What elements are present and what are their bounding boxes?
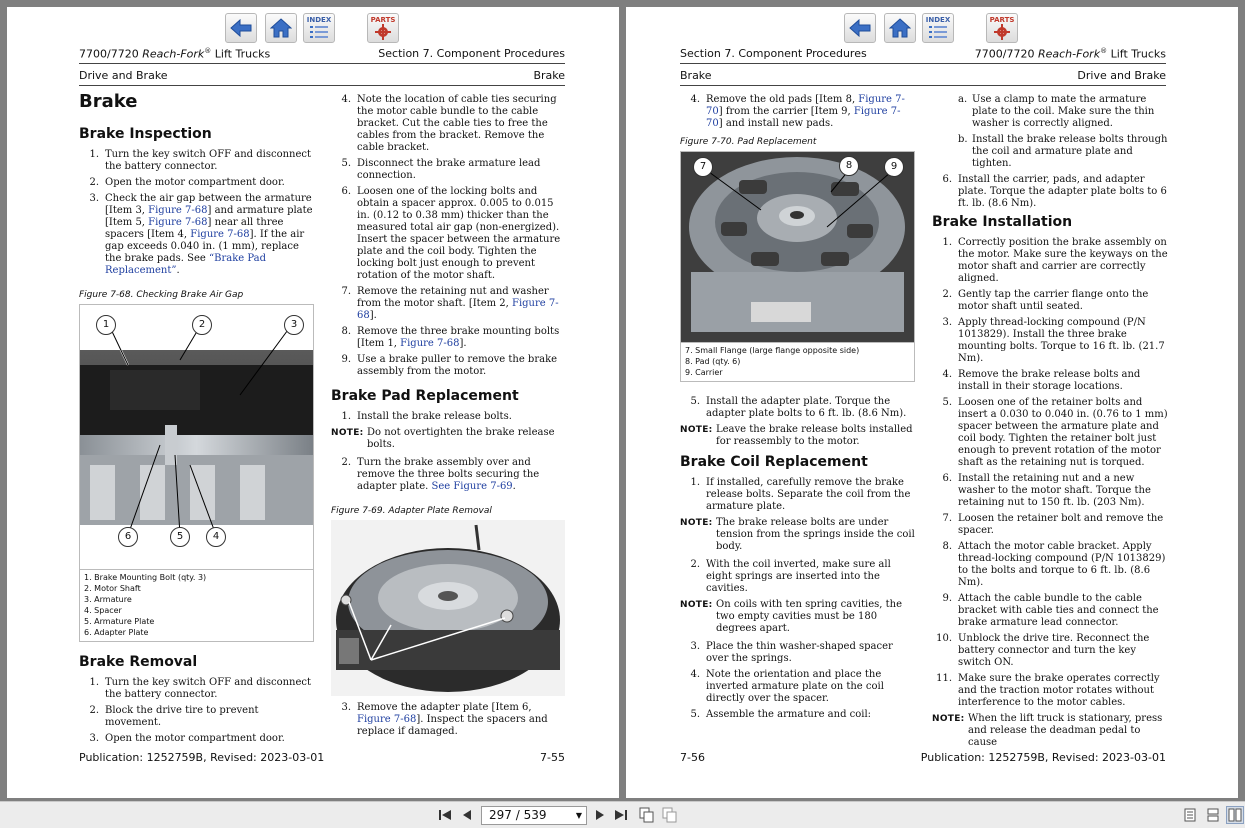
- step-text: Remove the old pads [Item 8,: [706, 94, 859, 105]
- parts-label: PARTS: [370, 15, 396, 24]
- list-item: 5. Loosen one of the retainer bolts and insert a 0.030 to 0.040 in. (0.76 to 1 mm) spacer between the armature plate and coil body. Tighten the retainer bolt just enough to prevent rotation of the motor shaft as the retaining nut is torqued.: [942, 397, 1168, 468]
- list-item: 4. Remove the brake release bolts and install in their storage locations.: [942, 369, 1141, 392]
- note-label: NOTE:: [331, 428, 364, 438]
- note-label: NOTE:: [680, 518, 713, 528]
- footer-publication: Publication: 1252759B, Revised: 2023-03-01: [920, 751, 1166, 764]
- footer-page-number: 7-56: [680, 751, 705, 764]
- step-text: Assemble the armature and coil:: [706, 709, 872, 720]
- footer-page-number: 7-55: [540, 751, 565, 764]
- figure-link[interactable]: Figure 7-68: [400, 338, 460, 349]
- step-text: .: [512, 481, 516, 492]
- callout-8: 8: [839, 156, 859, 176]
- step-text: Note the orientation and place the inverted armature plate on the coil directly over the spacer.: [706, 669, 884, 704]
- pad-steps-5: [680, 396, 916, 420]
- list-item: 5. Install the adapter plate. Torque the adapter plate bolts to 6 ft. lb. (8.6 Nm).: [690, 396, 907, 419]
- index-label: INDEX: [925, 15, 951, 24]
- note: [932, 713, 1168, 749]
- header-suffix: Lift Trucks: [214, 47, 271, 61]
- list-item: 4. Note the location of cable ties securing the motor cable bundle to the cable bracket. Cut the cable ties to free the cables from the bracket. Remove the cable bracket.: [341, 94, 557, 153]
- step-text: Check the air gap between the armature [Item 3,: [105, 193, 312, 216]
- heading-brake-inspection: Brake Inspection: [79, 126, 212, 142]
- callout-6: 6: [118, 527, 138, 547]
- legend-item: 1. Brake Mounting Bolt (qty. 3): [84, 573, 207, 582]
- callout-9: 9: [884, 157, 904, 177]
- subheader-right: Brake: [533, 69, 565, 82]
- home-button[interactable]: [265, 13, 297, 43]
- note-text: The brake release bolts are under tension from the springs inside the coil body.: [716, 517, 915, 552]
- list-item: 3. Check the air gap between the armature [Item 3, Figure 7-68] and armature plate [Item 5, Figure 7-68] near all three spacers [Item 4, Figure 7-68]. If the air gap exceeds 0.040 in. (1 mm), replace the brake pads. See “Brake Pad Replacement”.: [89, 193, 313, 276]
- list-item: 3. Remove the adapter plate [Item 6, Figure 7-68]. Inspect the spacers and replace if damaged.: [341, 702, 548, 737]
- list-item: a. Use a clamp to mate the armature plate to the coil. Make sure the thin washer is correctly aligned.: [958, 94, 1155, 129]
- header-model: 7700/7720: [79, 47, 139, 61]
- step-text: Remove the brake release bolts and install in their storage locations.: [958, 369, 1141, 392]
- heading-brake-installation: Brake Installation: [932, 214, 1073, 230]
- coil-steps: [680, 477, 916, 513]
- legend-item: 2. Motor Shaft: [84, 584, 141, 593]
- list-item: 6. Loosen one of the locking bolts and obtain a spacer approx. 0.005 to 0.015 in. (0.12 to 0.38 mm) thicker than the measured total air gap (non-energized). Insert the spacer between the armature plate and the coil body. Tighten the locking bolt just enough to prevent rotation of the motor shaft.: [341, 186, 561, 281]
- parts-gear-icon: [372, 24, 394, 40]
- home-button[interactable]: [884, 13, 916, 43]
- header-right: Section 7. Component Procedures: [378, 47, 565, 60]
- home-icon: [270, 18, 292, 38]
- index-button[interactable]: [303, 13, 335, 43]
- prev-page-icon: [462, 809, 472, 821]
- inspection-steps: [79, 149, 314, 277]
- continuous-view-button[interactable]: [1204, 806, 1222, 824]
- figure-69-photo: [331, 520, 565, 696]
- brake-air-gap-image: [80, 305, 313, 569]
- list-item: 1. Correctly position the brake assembly on the motor. Make sure the keyways on the motor shaft and carrier are correctly aligned.: [942, 237, 1168, 284]
- figure-link[interactable]: Figure 7-70: [706, 106, 901, 129]
- list-item: 4. Remove the old pads [Item 8, Figure 7-70] from the carrier [Item 9, Figure 7-70] and install new pads.: [690, 94, 905, 129]
- parts-gear-icon: [991, 24, 1013, 40]
- step-text: ]. Inspect the spacers and replace if damaged.: [357, 714, 548, 737]
- two-page-view-button[interactable]: [1226, 806, 1244, 824]
- list-item: 7. Remove the retaining nut and washer from the motor shaft. [Item 2, Figure 7-68].: [341, 286, 559, 321]
- list-item: 6. Install the retaining nut and a new washer to the motor shaft. Torque the retaining nut to 150 ft. lb. (203 Nm).: [942, 473, 1151, 508]
- list-item: 10. Unblock the drive tire. Reconnect the battery connector and turn the key switch ON.: [936, 633, 1150, 668]
- step-text: Open the motor compartment door.: [105, 733, 285, 744]
- note-label: NOTE:: [932, 714, 965, 724]
- legend-item: 4. Spacer: [84, 606, 122, 615]
- legend-item: 9. Carrier: [685, 368, 723, 377]
- list-item: 1. Install the brake release bolts.: [341, 411, 512, 422]
- index-list-icon: [308, 24, 330, 40]
- list-item: 2. Gently tap the carrier flange onto the motor shaft until seated.: [942, 289, 1149, 312]
- note-text: When the lift truck is stationary, press and release the deadman pedal to cause: [968, 713, 1163, 748]
- note-label: NOTE:: [680, 425, 713, 435]
- step-text: Block the drive tire to prevent movement.: [105, 705, 259, 728]
- step-text: Turn the brake assembly over and remove the three bolts securing the adapter plate.: [357, 457, 540, 492]
- step-text: Note the location of cable ties securing the motor cable bundle to the cable bracket. Cut the cable ties to free the cables from the bracket. Remove the cable bracket.: [357, 94, 557, 153]
- chevron-down-icon[interactable]: ▼: [575, 811, 582, 820]
- note-text: Leave the brake release bolts installed for reassembly to the motor.: [716, 424, 913, 447]
- back-arrow-icon: [849, 19, 871, 37]
- pad-replacement-image: [681, 152, 914, 342]
- legend-item: 6. Adapter Plate: [84, 628, 149, 637]
- list-item: 5. Disconnect the brake armature lead connection.: [341, 158, 541, 181]
- list-item: 1. Turn the key switch OFF and disconnect the battery connector.: [89, 149, 312, 172]
- note-text: On coils with ten spring cavities, the two empty cavities must be 180 degrees apart.: [716, 599, 903, 634]
- step-text: Apply thread-locking compound (P/N 1013829). Install the three brake mounting bolts. Torque to 16 ft. lb. (21.7 Nm).: [958, 317, 1165, 364]
- pad-steps: [331, 411, 567, 423]
- list-item: 2. Block the drive tire to prevent movement.: [89, 705, 259, 728]
- note: [331, 427, 567, 451]
- step-text: Remove the adapter plate [Item 6,: [357, 702, 532, 713]
- step-text: ] from the carrier [Item 9,: [718, 106, 854, 117]
- figure-link[interactable]: Figure 7-68: [148, 205, 208, 216]
- step-text: With the coil inverted, make sure all eight springs are inserted into the cavities.: [706, 559, 891, 594]
- step-text: Loosen one of the retainer bolts and insert a 0.030 to 0.040 in. (0.76 to 1 mm) spacer between the armature plate and coil body. Tighten the retainer bolt just enough to prevent rotation of the motor shaft as the retaining nut is torqued.: [958, 397, 1168, 468]
- figure-link[interactable]: Figure 7-70: [706, 94, 905, 117]
- single-page-icon: [1184, 808, 1196, 822]
- header-series: Reach-Fork: [1037, 47, 1101, 61]
- heading-brake-pad-replacement: Brake Pad Replacement: [331, 388, 519, 404]
- step-text: Install the carrier, pads, and adapter plate. Torque the adapter plate bolts to 6 ft. lb. (8.6 Nm).: [958, 174, 1167, 209]
- step-text: Attach the motor cable bracket. Apply thread-locking compound (P/N 1013829) to the bolts and torque to 6 ft. lb. (8.6 Nm).: [958, 541, 1166, 588]
- step-text: .: [176, 265, 180, 276]
- step-text: ] near all three spacers [Item 4,: [105, 217, 284, 240]
- list-item: 3. Apply thread-locking compound (P/N 1013829). Install the three brake mounting bolts. Torque to 16 ft. lb. (21.7 Nm).: [942, 317, 1165, 364]
- note: [680, 517, 916, 553]
- footer-publication: Publication: 1252759B, Revised: 2023-03-01: [79, 751, 325, 764]
- list-item: b. Install the brake release bolts through the coil and armature plate and tighten.: [958, 134, 1168, 169]
- step-text: Turn the key switch OFF and disconnect the battery connector.: [105, 149, 312, 172]
- callout-2: 2: [192, 315, 212, 335]
- step-text: Use a clamp to mate the armature plate to the coil. Make sure the thin washer is correctly aligned.: [972, 94, 1155, 129]
- index-label: INDEX: [306, 15, 332, 24]
- note: [680, 424, 916, 448]
- coil-steps-6: [932, 174, 1168, 210]
- figure-68-caption: Figure 7-68. Checking Brake Air Gap: [79, 290, 244, 300]
- continuous-pages-icon: [1207, 808, 1219, 822]
- back-button[interactable]: [844, 13, 876, 43]
- step-text: ] and install new pads.: [718, 118, 834, 129]
- parts-label: PARTS: [989, 15, 1015, 24]
- header-suffix: Lift Trucks: [1110, 47, 1166, 61]
- figure-link[interactable]: Figure 7-68: [357, 298, 559, 321]
- step-text: Install the adapter plate. Torque the adapter plate bolts to 6 ft. lb. (8.6 Nm).: [706, 396, 907, 419]
- header-rule: [79, 63, 565, 64]
- right-page-right-column: [932, 94, 1168, 755]
- figure-69-caption: Figure 7-69. Adapter Plate Removal: [331, 506, 492, 516]
- step-text: ]. If the air gap exceeds 0.040 in. (1 mm), replace the brake pads. See: [105, 229, 305, 264]
- page-indicator: 297 / 539: [489, 808, 547, 822]
- note: [680, 599, 916, 635]
- step-text: Install the brake release bolts through the coil and armature plate and tighten.: [972, 134, 1168, 169]
- list-item: 7. Loosen the retainer bolt and remove the spacer.: [942, 513, 1164, 536]
- right-page-left-column: [680, 94, 916, 725]
- copy-page-button[interactable]: [638, 806, 656, 824]
- step-text: Install the retaining nut and a new washer to the motor shaft. Torque the retaining nut to 150 ft. lb. (203 Nm).: [958, 473, 1151, 508]
- index-list-icon: [927, 24, 949, 40]
- legend-item: 3. Armature: [84, 595, 132, 604]
- first-page-button[interactable]: [436, 806, 454, 824]
- legend-item: 7. Small Flange (large flange opposite side): [685, 346, 860, 355]
- legend-item: 5. Armature Plate: [84, 617, 155, 626]
- first-page-icon: [438, 809, 452, 821]
- step-text: If installed, carefully remove the brake release bolts. Separate the coil from the armature plate.: [706, 477, 911, 512]
- stacked-pages-icon: [662, 807, 678, 823]
- header-left: Section 7. Component Procedures: [680, 47, 867, 60]
- coil-steps-2: [680, 559, 916, 595]
- subheader-left: Brake: [680, 69, 712, 82]
- step-text: Remove the retaining nut and washer from the motor shaft. [Item 2,: [357, 286, 549, 309]
- subheader-left: Drive and Brake: [79, 69, 168, 82]
- figure-link[interactable]: Figure 7-68: [190, 229, 250, 240]
- last-page-button[interactable]: [612, 806, 630, 824]
- figure-70-photo: [681, 152, 914, 342]
- copy-pages-icon: [639, 807, 655, 823]
- step-text: Open the motor compartment door.: [105, 177, 285, 188]
- step-text: Make sure the brake operates correctly and the traction motor rotates without interference to the motor cables.: [958, 673, 1160, 708]
- parts-button[interactable]: [367, 13, 399, 43]
- list-item: 8. Remove the three brake mounting bolts [Item 1, Figure 7-68].: [341, 326, 560, 349]
- list-item: 2. Turn the brake assembly over and remove the three bolts securing the adapter plate. See Figure 7-69.: [341, 457, 540, 492]
- callout-4: 4: [206, 527, 226, 547]
- callout-5: 5: [170, 527, 190, 547]
- subheader-rule: [680, 85, 1166, 86]
- figure-link[interactable]: Figure 7-68: [148, 217, 208, 228]
- list-item: 1. Turn the key switch OFF and disconnect the battery connector.: [89, 677, 312, 700]
- list-item: 8. Attach the motor cable bracket. Apply thread-locking compound (P/N 1013829) to the bolts and torque to 6 ft. lb. (8.6 Nm).: [942, 541, 1166, 588]
- step-text: Install the brake release bolts.: [357, 411, 512, 422]
- legend-item: 8. Pad (qty. 6): [685, 357, 741, 366]
- heading-brake-coil-replacement: Brake Coil Replacement: [680, 454, 868, 470]
- viewer-toolbar: [0, 801, 1245, 828]
- callout-1: 1: [96, 315, 116, 335]
- pad-steps-cont: [680, 94, 916, 130]
- header-reg: ®: [1100, 47, 1108, 55]
- step-text: Gently tap the carrier flange onto the motor shaft until seated.: [958, 289, 1149, 312]
- pad-steps-2: [331, 457, 567, 493]
- list-item: 11. Make sure the brake operates correctly and the traction motor rotates without interference to the motor cables.: [936, 673, 1160, 708]
- header-left: [79, 47, 270, 61]
- callout-7: 7: [693, 157, 713, 177]
- list-item: 1. If installed, carefully remove the brake release bolts. Separate the coil from the armature plate.: [690, 477, 911, 512]
- step-text: Attach the cable bundle to the cable bracket with cable ties and connect the brake armature lead connector.: [958, 593, 1159, 628]
- step-text: Loosen the retainer bolt and remove the spacer.: [958, 513, 1164, 536]
- page-number-field[interactable]: [481, 806, 587, 825]
- subheader-rule: [79, 85, 565, 86]
- section-link[interactable]: “Brake Pad Replacement”: [105, 253, 266, 276]
- figure-68-photo: [80, 305, 313, 569]
- figure-70-caption: Figure 7-70. Pad Replacement: [680, 137, 817, 147]
- step-text: Turn the key switch OFF and disconnect the battery connector.: [105, 677, 312, 700]
- figure-68-legend: [80, 569, 313, 641]
- figure-link[interactable]: See Figure 7-69: [431, 481, 513, 492]
- list-item: 6. Install the carrier, pads, and adapter plate. Torque the adapter plate bolts to 6 ft. lb. (8.6 Nm).: [942, 174, 1167, 209]
- list-item: 4. Note the orientation and place the inverted armature plate on the coil directly over the spacer.: [690, 669, 884, 704]
- list-item: 9. Attach the cable bundle to the cable bracket with cable ties and connect the brake armature lead connector.: [942, 593, 1159, 628]
- list-item: 2. With the coil inverted, make sure all eight springs are inserted into the cavities.: [690, 559, 891, 594]
- step-text: ].: [369, 310, 377, 321]
- figure-70: [680, 151, 915, 382]
- subheader-right: Drive and Brake: [1077, 69, 1166, 82]
- removal-steps-cont: [331, 94, 567, 378]
- heading-brake-removal: Brake Removal: [79, 654, 198, 670]
- coil-steps-3: [680, 641, 916, 721]
- next-page-button[interactable]: [591, 806, 609, 824]
- figure-70-legend: [681, 342, 914, 381]
- adapter-plate-image: [331, 520, 565, 696]
- step-text: Correctly position the brake assembly on the motor. Make sure the keyways on the motor shaft and carrier are correctly aligned.: [958, 237, 1168, 284]
- step-text: ].: [459, 338, 467, 349]
- prev-page-button[interactable]: [458, 806, 476, 824]
- list-item: 5. Assemble the armature and coil:: [690, 709, 872, 720]
- pad-steps-3: [331, 702, 567, 738]
- note-text: Do not overtighten the brake release bolts.: [367, 427, 555, 450]
- step-text: Disconnect the brake armature lead connection.: [357, 158, 541, 181]
- page-title: Brake: [79, 91, 138, 112]
- list-item: 3. Place the thin washer-shaped spacer over the springs.: [690, 641, 893, 664]
- last-page-icon: [614, 809, 628, 821]
- header-right: [975, 47, 1166, 61]
- figure-68: [79, 304, 314, 642]
- header-reg: ®: [204, 47, 212, 55]
- step-text: Remove the three brake mounting bolts [Item 1,: [357, 326, 560, 349]
- step-text: ] and armature plate [Item 5,: [105, 205, 313, 228]
- step-text: Use a brake puller to remove the brake assembly from the motor.: [357, 354, 558, 377]
- step-text: Place the thin washer-shaped spacer over the springs.: [706, 641, 893, 664]
- coil-substeps: [932, 94, 1168, 170]
- header-series: Reach-Fork: [142, 47, 205, 61]
- header-rule: [680, 63, 1166, 64]
- figure-link[interactable]: Figure 7-68: [357, 714, 417, 725]
- list-item: 2. Open the motor compartment door.: [89, 177, 285, 188]
- paste-page-button[interactable]: [661, 806, 679, 824]
- step-text: Unblock the drive tire. Reconnect the battery connector and turn the key switch ON.: [958, 633, 1150, 668]
- left-column: [79, 92, 314, 749]
- index-button[interactable]: [922, 13, 954, 43]
- step-text: Loosen one of the locking bolts and obtain a spacer approx. 0.005 to 0.015 in. (0.12 to 0.38 mm) thicker than the measured total air gap (non-energized). Insert the spacer between the armature plate and the coil body. Tighten the locking bolt just enough to prevent rotation of the motor shaft.: [357, 186, 561, 281]
- home-icon: [889, 18, 911, 38]
- parts-button[interactable]: [986, 13, 1018, 43]
- next-page-icon: [595, 809, 605, 821]
- right-page: [626, 7, 1238, 798]
- two-page-icon: [1228, 808, 1242, 822]
- note-label: NOTE:: [680, 600, 713, 610]
- removal-steps: [79, 677, 314, 745]
- list-item: 9. Use a brake puller to remove the brake assembly from the motor.: [341, 354, 558, 377]
- single-page-view-button[interactable]: [1181, 806, 1199, 824]
- install-steps: [932, 237, 1168, 709]
- callout-3: 3: [284, 315, 304, 335]
- back-button[interactable]: [225, 13, 257, 43]
- header-model: 7700/7720: [974, 47, 1035, 61]
- left-page: [7, 7, 619, 798]
- left-page-right-column: [331, 94, 567, 742]
- back-arrow-icon: [230, 19, 252, 37]
- list-item: 3. Open the motor compartment door.: [89, 733, 285, 744]
